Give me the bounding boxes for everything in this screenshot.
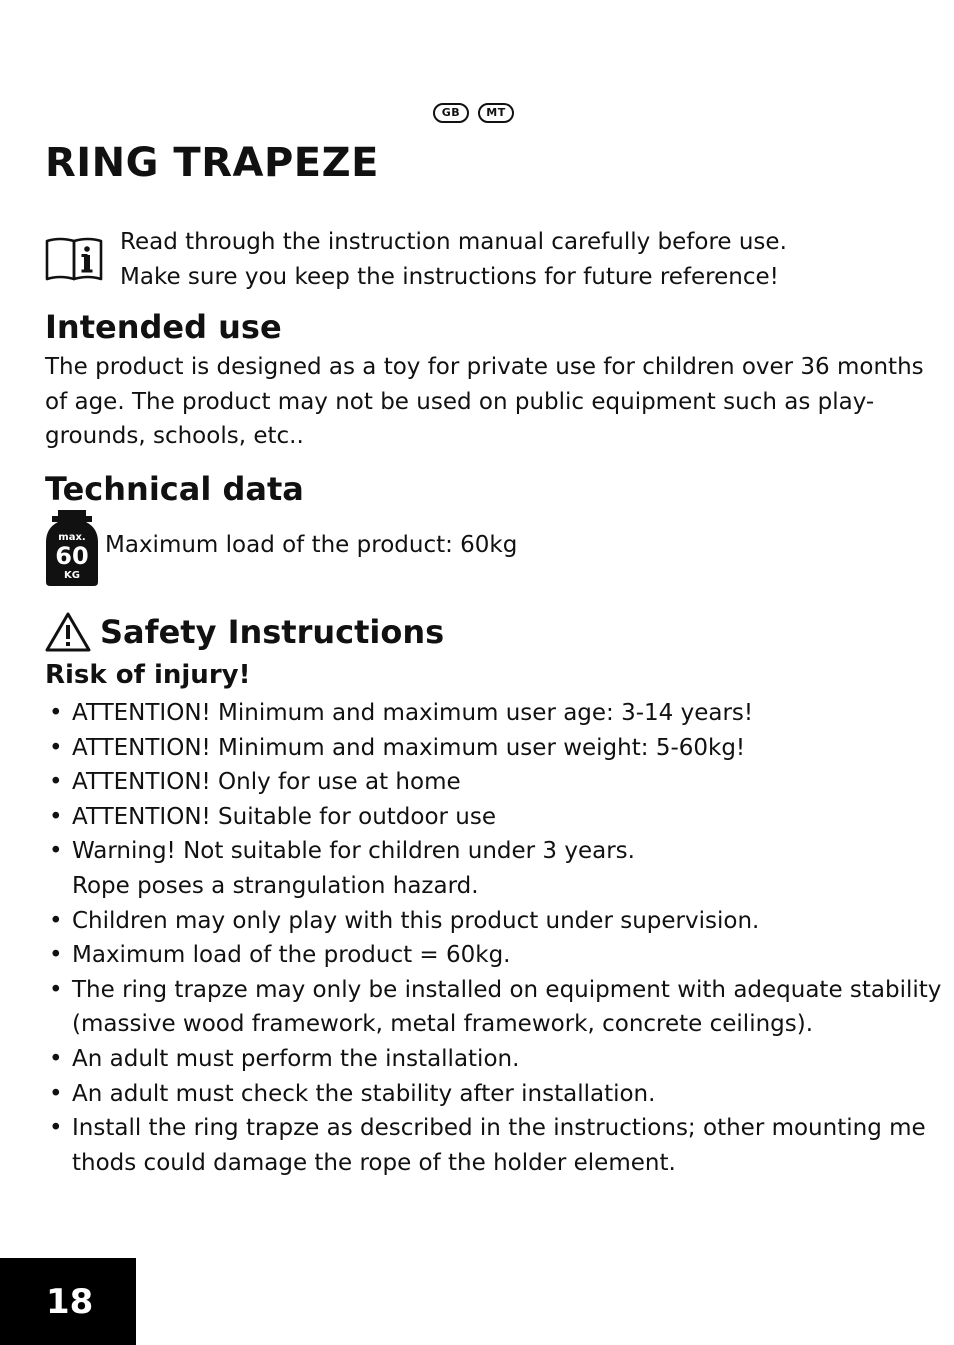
language-badges xyxy=(433,103,514,123)
read-instructions-notice xyxy=(45,225,787,294)
safety-list-item xyxy=(45,765,925,800)
safety-item-text: An adult must perform the installation. xyxy=(72,1045,520,1072)
max-weight-value: 60 xyxy=(55,542,89,570)
safety-item-text: Maximum load of the product = 60kg. xyxy=(72,942,511,969)
safety-item-text: Install the ring trapze as described in the instructions; other mounting me xyxy=(72,1115,926,1142)
bullet-point: • xyxy=(49,734,63,761)
safety-item-text: (massive wood framework, metal framework, concrete ceilings). xyxy=(72,1011,814,1038)
safety-list-item xyxy=(45,973,942,1042)
technical-data-row xyxy=(45,508,517,588)
safety-item-text: Warning! Not suitable for children under 3 years. xyxy=(72,838,635,865)
read-notice-line: Make sure you keep the instructions for future reference! xyxy=(120,263,779,290)
page-title: RING TRAPEZE xyxy=(45,140,379,186)
warning-triangle-icon xyxy=(45,611,91,653)
safety-list-item xyxy=(45,696,925,731)
read-notice-line: Read through the instruction manual carefully before use. xyxy=(120,229,787,255)
safety-heading-row xyxy=(45,611,444,653)
page-number: 18 xyxy=(46,1282,94,1322)
bullet-point: • xyxy=(49,907,63,934)
bullet-point: • xyxy=(49,942,63,969)
max-load-text: Maximum load of the product: 60kg xyxy=(105,532,518,558)
safety-list xyxy=(45,696,942,1180)
read-notice-text xyxy=(120,225,787,294)
safety-item-text: thods could damage the rope of the holder element. xyxy=(72,1149,676,1176)
safety-item-text: ATTENTION! Only for use at home xyxy=(72,769,461,796)
bullet-point: • xyxy=(49,838,63,865)
safety-item-text: ATTENTION! Suitable for outdoor use xyxy=(72,803,497,830)
intended-use-line: grounds, schools, etc.. xyxy=(45,423,304,449)
safety-item-text: Rope poses a strangulation hazard. xyxy=(72,872,479,899)
safety-item-text: Children may only play with this product under supervision. xyxy=(72,907,760,934)
safety-list-item xyxy=(45,1042,925,1077)
technical-data-heading: Technical data xyxy=(45,470,304,508)
safety-heading: Safety Instructions xyxy=(100,613,445,651)
instruction-manual-icon xyxy=(45,231,103,283)
max-weight-label: max. xyxy=(58,532,86,543)
safety-list-item xyxy=(45,731,925,766)
safety-item-text: The ring trapze may only be installed on equipment with adequate stability xyxy=(72,976,942,1003)
page-number-box xyxy=(0,1258,136,1345)
bullet-point: • xyxy=(49,1045,63,1072)
safety-item-text: ATTENTION! Minimum and maximum user weight: 5-60kg! xyxy=(72,734,746,761)
safety-list-item xyxy=(45,938,925,973)
bullet-point: • xyxy=(49,1115,63,1142)
intended-use-heading: Intended use xyxy=(45,308,282,346)
safety-list-item xyxy=(45,834,925,903)
safety-item-text: ATTENTION! Minimum and maximum user age: 3-14 years! xyxy=(72,700,754,726)
risk-of-injury-heading: Risk of injury! xyxy=(45,660,251,690)
safety-list-item xyxy=(45,800,925,835)
safety-item-text: An adult must check the stability after installation. xyxy=(72,1080,656,1107)
intended-use-line: The product is designed as a toy for private use for children over 36 months xyxy=(45,354,924,380)
max-weight-unit: KG xyxy=(64,570,80,581)
language-badge-mt: MT xyxy=(478,103,514,123)
safety-list-item xyxy=(45,904,925,939)
intended-use-line: of age. The product may not be used on public equipment such as play- xyxy=(45,388,875,415)
bullet-point: • xyxy=(49,803,63,830)
max-weight-icon xyxy=(45,508,99,588)
language-badge-gb: GB xyxy=(433,103,469,123)
bullet-point: • xyxy=(49,769,63,796)
bullet-point: • xyxy=(49,700,63,726)
bullet-point: • xyxy=(49,976,63,1003)
intended-use-text xyxy=(45,350,924,454)
safety-list-item xyxy=(45,1111,925,1180)
safety-list-item xyxy=(45,1077,925,1112)
bullet-point: • xyxy=(49,1080,63,1107)
